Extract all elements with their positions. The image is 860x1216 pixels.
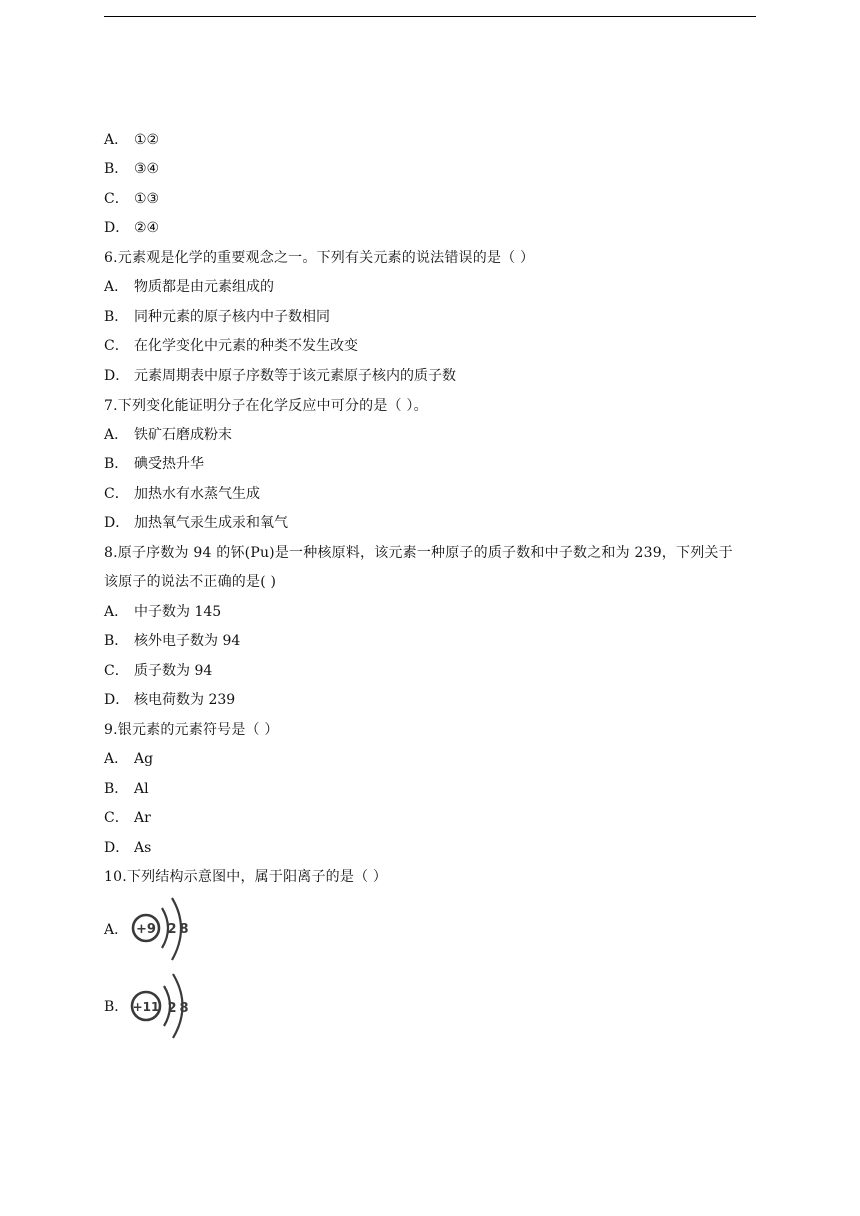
option-text: 铁矿石磨成粉末 (134, 427, 232, 443)
option-text: 核外电子数为 94 (134, 633, 241, 649)
q10-option-a-atom-diagram (128, 894, 200, 964)
option-letter: B． (104, 161, 129, 177)
option-text: 元素周期表中原子序数等于该元素原子核内的质子数 (134, 368, 456, 384)
q6-option-b[interactable] (104, 307, 330, 327)
q8-stem-line1: 8.原子序数为 94 的钚(Pu)是一种核原料，该元素一种原子的质子数和中子数之和为 239，下列关于 (104, 545, 733, 561)
option-text: ③④ (134, 161, 160, 177)
q9-option-c[interactable] (104, 808, 151, 828)
option-letter: C． (104, 810, 129, 826)
nucleus-charge: +9 (136, 922, 156, 937)
option-letter: D． (104, 368, 130, 384)
option-text: Ar (134, 810, 151, 826)
shell-electron-count: 2 (167, 1001, 177, 1016)
q9-option-d[interactable] (104, 838, 151, 858)
option-letter: B． (104, 456, 129, 472)
option-letter: B． (104, 633, 129, 649)
q6-stem: 6.元素观是化学的重要观念之一。下列有关元素的说法错误的是（ ） (104, 250, 535, 266)
option-letter: A． (104, 279, 129, 295)
option-text: 在化学变化中元素的种类不发生改变 (134, 338, 358, 354)
shell-electron-count: 8 (179, 1001, 189, 1016)
shell-electron-count: 2 (167, 922, 177, 937)
q7-stem: 7.下列变化能证明分子在化学反应中可分的是（ ）。 (104, 398, 428, 414)
option-text: 碘受热升华 (134, 456, 204, 472)
option-text: 质子数为 94 (134, 663, 213, 679)
option-text: ①③ (134, 191, 160, 207)
q6-option-d[interactable] (104, 366, 456, 386)
option-text: Ag (134, 751, 154, 767)
option-letter: B． (104, 999, 129, 1015)
q8-stem-line2: 该原子的说法不正确的是( ) (104, 574, 277, 590)
q7-option-d[interactable] (104, 513, 288, 533)
q7-option-b[interactable] (104, 454, 204, 474)
q6-option-c[interactable] (104, 336, 358, 356)
q7-option-a[interactable] (104, 425, 232, 445)
option-letter: B． (104, 781, 129, 797)
option-letter: A． (104, 604, 129, 620)
option-letter: D． (104, 220, 130, 236)
q5-option-c[interactable] (104, 189, 159, 209)
option-letter: C． (104, 486, 129, 502)
q9-option-b[interactable] (104, 779, 149, 799)
option-text: 同种元素的原子核内中子数相同 (134, 309, 330, 325)
option-text: 核电荷数为 239 (134, 692, 236, 708)
option-letter: C． (104, 338, 129, 354)
q5-option-d[interactable] (104, 218, 159, 238)
q9-stem: 9.银元素的元素符号是（ ） (104, 722, 279, 738)
q10-stem: 10.下列结构示意图中，属于阳离子的是（ ） (104, 869, 388, 885)
q8-option-c[interactable] (104, 661, 212, 681)
q6-option-a[interactable] (104, 277, 274, 297)
q7-option-c[interactable] (104, 484, 260, 504)
header-rule (104, 16, 756, 17)
option-text: 物质都是由元素组成的 (134, 279, 274, 295)
option-letter: D． (104, 840, 130, 856)
option-text: 加热水有水蒸气生成 (134, 486, 260, 502)
q10-option-b-atom-diagram (128, 970, 200, 1042)
nucleus-charge: +11 (132, 1000, 160, 1014)
option-text: ①② (134, 132, 160, 148)
q8-option-a[interactable] (104, 602, 221, 622)
option-letter: A． (104, 751, 129, 767)
option-letter: B． (104, 309, 129, 325)
q8-option-d[interactable] (104, 690, 235, 710)
option-letter: A． (104, 132, 129, 148)
option-letter: C． (104, 191, 129, 207)
option-letter: A． (104, 427, 129, 443)
q9-option-a[interactable] (104, 749, 153, 769)
option-letter: D． (104, 692, 130, 708)
q8-option-b[interactable] (104, 631, 240, 651)
option-text: ②④ (134, 220, 160, 236)
q5-option-b[interactable] (104, 159, 159, 179)
option-text: Al (134, 781, 149, 797)
option-text: 加热氧气汞生成汞和氧气 (134, 515, 288, 531)
option-letter: C． (104, 663, 129, 679)
q5-option-a[interactable] (104, 130, 159, 150)
option-letter: A． (104, 922, 129, 938)
option-text: As (134, 840, 152, 856)
option-letter: D． (104, 515, 130, 531)
option-text: 中子数为 145 (134, 604, 222, 620)
shell-electron-count: 8 (179, 922, 189, 937)
